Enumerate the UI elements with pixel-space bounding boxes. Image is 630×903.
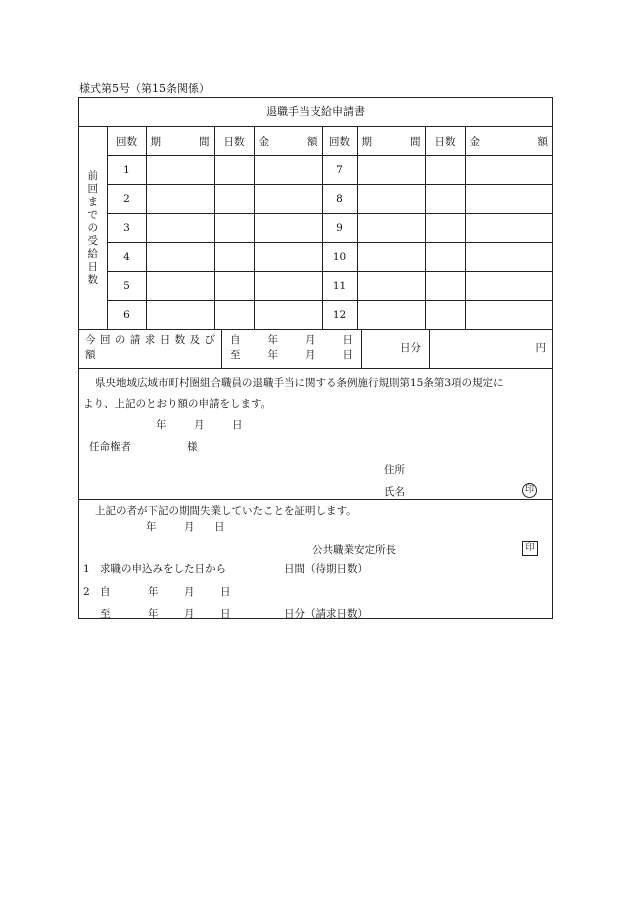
period-cell[interactable] <box>146 272 214 301</box>
table-header-row <box>79 127 552 156</box>
amount-cell[interactable] <box>465 301 552 330</box>
row-number-right: 8 <box>322 185 357 214</box>
application-section <box>79 369 552 500</box>
period-cell[interactable] <box>146 301 214 330</box>
current-claim-days: 日分 <box>362 329 430 368</box>
period-cell[interactable] <box>146 185 214 214</box>
previous-payment-table <box>79 127 552 330</box>
period-cell[interactable] <box>357 301 425 330</box>
amount-cell[interactable] <box>465 272 552 301</box>
period-cell[interactable] <box>357 214 425 243</box>
claim-label-char: 回 <box>99 334 111 346</box>
row-number-right: 11 <box>322 272 357 301</box>
table-row <box>79 301 552 330</box>
row-number-left: 3 <box>107 214 146 243</box>
claim-label-char: 日 <box>159 334 171 346</box>
row-number-right: 9 <box>322 214 357 243</box>
col-header-period: 期 間 <box>146 127 214 156</box>
application-form <box>78 97 553 619</box>
days-cell[interactable] <box>214 214 254 243</box>
table-row <box>79 156 552 185</box>
amount-cell[interactable] <box>465 156 552 185</box>
current-claim-amount: 円 <box>535 342 546 354</box>
days-cell[interactable] <box>425 243 465 272</box>
application-text-line2: より、上記のとおり額の申請をします。 <box>83 398 272 410</box>
col-header-amount: 金 額 <box>254 127 322 156</box>
appointer-line: 任命権者 様 <box>89 441 198 453</box>
current-claim-row <box>79 329 552 369</box>
amount-cell[interactable] <box>465 214 552 243</box>
amount-cell[interactable] <box>254 156 322 185</box>
row-number-right: 12 <box>322 301 357 330</box>
col-header-count-2: 回数 <box>322 127 357 156</box>
row-number-right: 10 <box>322 243 357 272</box>
days-cell[interactable] <box>214 156 254 185</box>
employment-office-chief: 公共職業安定所長 <box>312 544 396 556</box>
claim-label-char: の <box>114 334 126 346</box>
days-cell[interactable] <box>425 156 465 185</box>
side-label-char: 受 <box>87 234 98 247</box>
days-cell[interactable] <box>425 214 465 243</box>
side-label-char: ま <box>87 195 98 208</box>
period-cell[interactable] <box>357 185 425 214</box>
claim-label-char: 請 <box>129 334 141 346</box>
row-number-left: 4 <box>107 243 146 272</box>
applicant-seal-icon: 印 <box>522 483 537 498</box>
amount-cell[interactable] <box>254 301 322 330</box>
claim-label-char: び <box>204 334 215 346</box>
amount-cell[interactable] <box>254 214 322 243</box>
table-row <box>79 185 552 214</box>
previous-days-side-label <box>79 127 107 330</box>
claim-label-char: 数 <box>174 334 186 346</box>
application-text-line1: 県央地域広域市町村圏組合職員の退職手当に関する条例施行規則第15条第3項の規定に <box>95 377 504 389</box>
col-header-count: 回数 <box>107 127 146 156</box>
side-label-char: 給 <box>87 247 98 260</box>
form-number-label: 様式第5号（第15条関係） <box>79 82 210 95</box>
cert-item-2-to: 至 年 月 日 日分（請求日数） <box>100 608 368 620</box>
days-cell[interactable] <box>425 185 465 214</box>
table-row <box>79 272 552 301</box>
side-label-char: 数 <box>87 273 98 286</box>
cert-item-1: 1 求職の申込みをした日から 日間（待期日数） <box>83 563 368 575</box>
claim-label-char: 及 <box>189 334 201 346</box>
days-cell[interactable] <box>425 301 465 330</box>
row-number-left: 5 <box>107 272 146 301</box>
days-cell[interactable] <box>214 243 254 272</box>
certification-date: 年 月 日 <box>146 521 225 533</box>
applicant-address-label: 住所 <box>384 464 405 476</box>
row-number-left: 6 <box>107 301 146 330</box>
form-title: 退職手当支給申請書 <box>79 98 552 127</box>
period-cell[interactable] <box>146 214 214 243</box>
days-cell[interactable] <box>214 272 254 301</box>
period-cell[interactable] <box>357 272 425 301</box>
period-cell[interactable] <box>357 156 425 185</box>
row-number-right: 7 <box>322 156 357 185</box>
side-label-char: 前 <box>87 169 98 182</box>
row-number-left: 1 <box>107 156 146 185</box>
side-label-char: で <box>87 208 98 221</box>
office-seal-icon: 印 <box>522 541 538 556</box>
period-cell[interactable] <box>357 243 425 272</box>
applicant-name-label: 氏名 <box>384 486 405 498</box>
col-header-period-2: 期 間 <box>357 127 425 156</box>
side-label-char: 回 <box>87 182 98 195</box>
claim-label-char: 今 <box>85 334 96 346</box>
table-row <box>79 243 552 272</box>
col-header-days-2: 日数 <box>425 127 465 156</box>
period-cell[interactable] <box>146 243 214 272</box>
current-claim-label: 今 回 の 請 求 日 数 及 び 額 <box>79 329 222 368</box>
days-cell[interactable] <box>214 185 254 214</box>
amount-cell[interactable] <box>465 243 552 272</box>
side-label-char: 日 <box>87 260 98 273</box>
application-date: 年 月 日 <box>156 419 243 431</box>
amount-cell[interactable] <box>465 185 552 214</box>
days-cell[interactable] <box>214 301 254 330</box>
table-row <box>79 214 552 243</box>
certification-text: 上記の者が下記の期間失業していたことを証明します。 <box>95 505 357 517</box>
col-header-amount-2: 金 額 <box>465 127 552 156</box>
cert-item-2-from: 2 自 年 月 日 <box>83 586 231 598</box>
row-number-left: 2 <box>107 185 146 214</box>
side-label-char: の <box>87 221 98 234</box>
current-claim-period: 自 年 月 日 至 年 月 日 <box>222 329 362 368</box>
claim-label-char: 求 <box>144 334 156 346</box>
col-header-days: 日数 <box>214 127 254 156</box>
amount-cell[interactable] <box>254 185 322 214</box>
days-cell[interactable] <box>425 272 465 301</box>
certification-section <box>79 500 552 618</box>
amount-cell[interactable] <box>254 243 322 272</box>
period-cell[interactable] <box>146 156 214 185</box>
amount-cell[interactable] <box>254 272 322 301</box>
